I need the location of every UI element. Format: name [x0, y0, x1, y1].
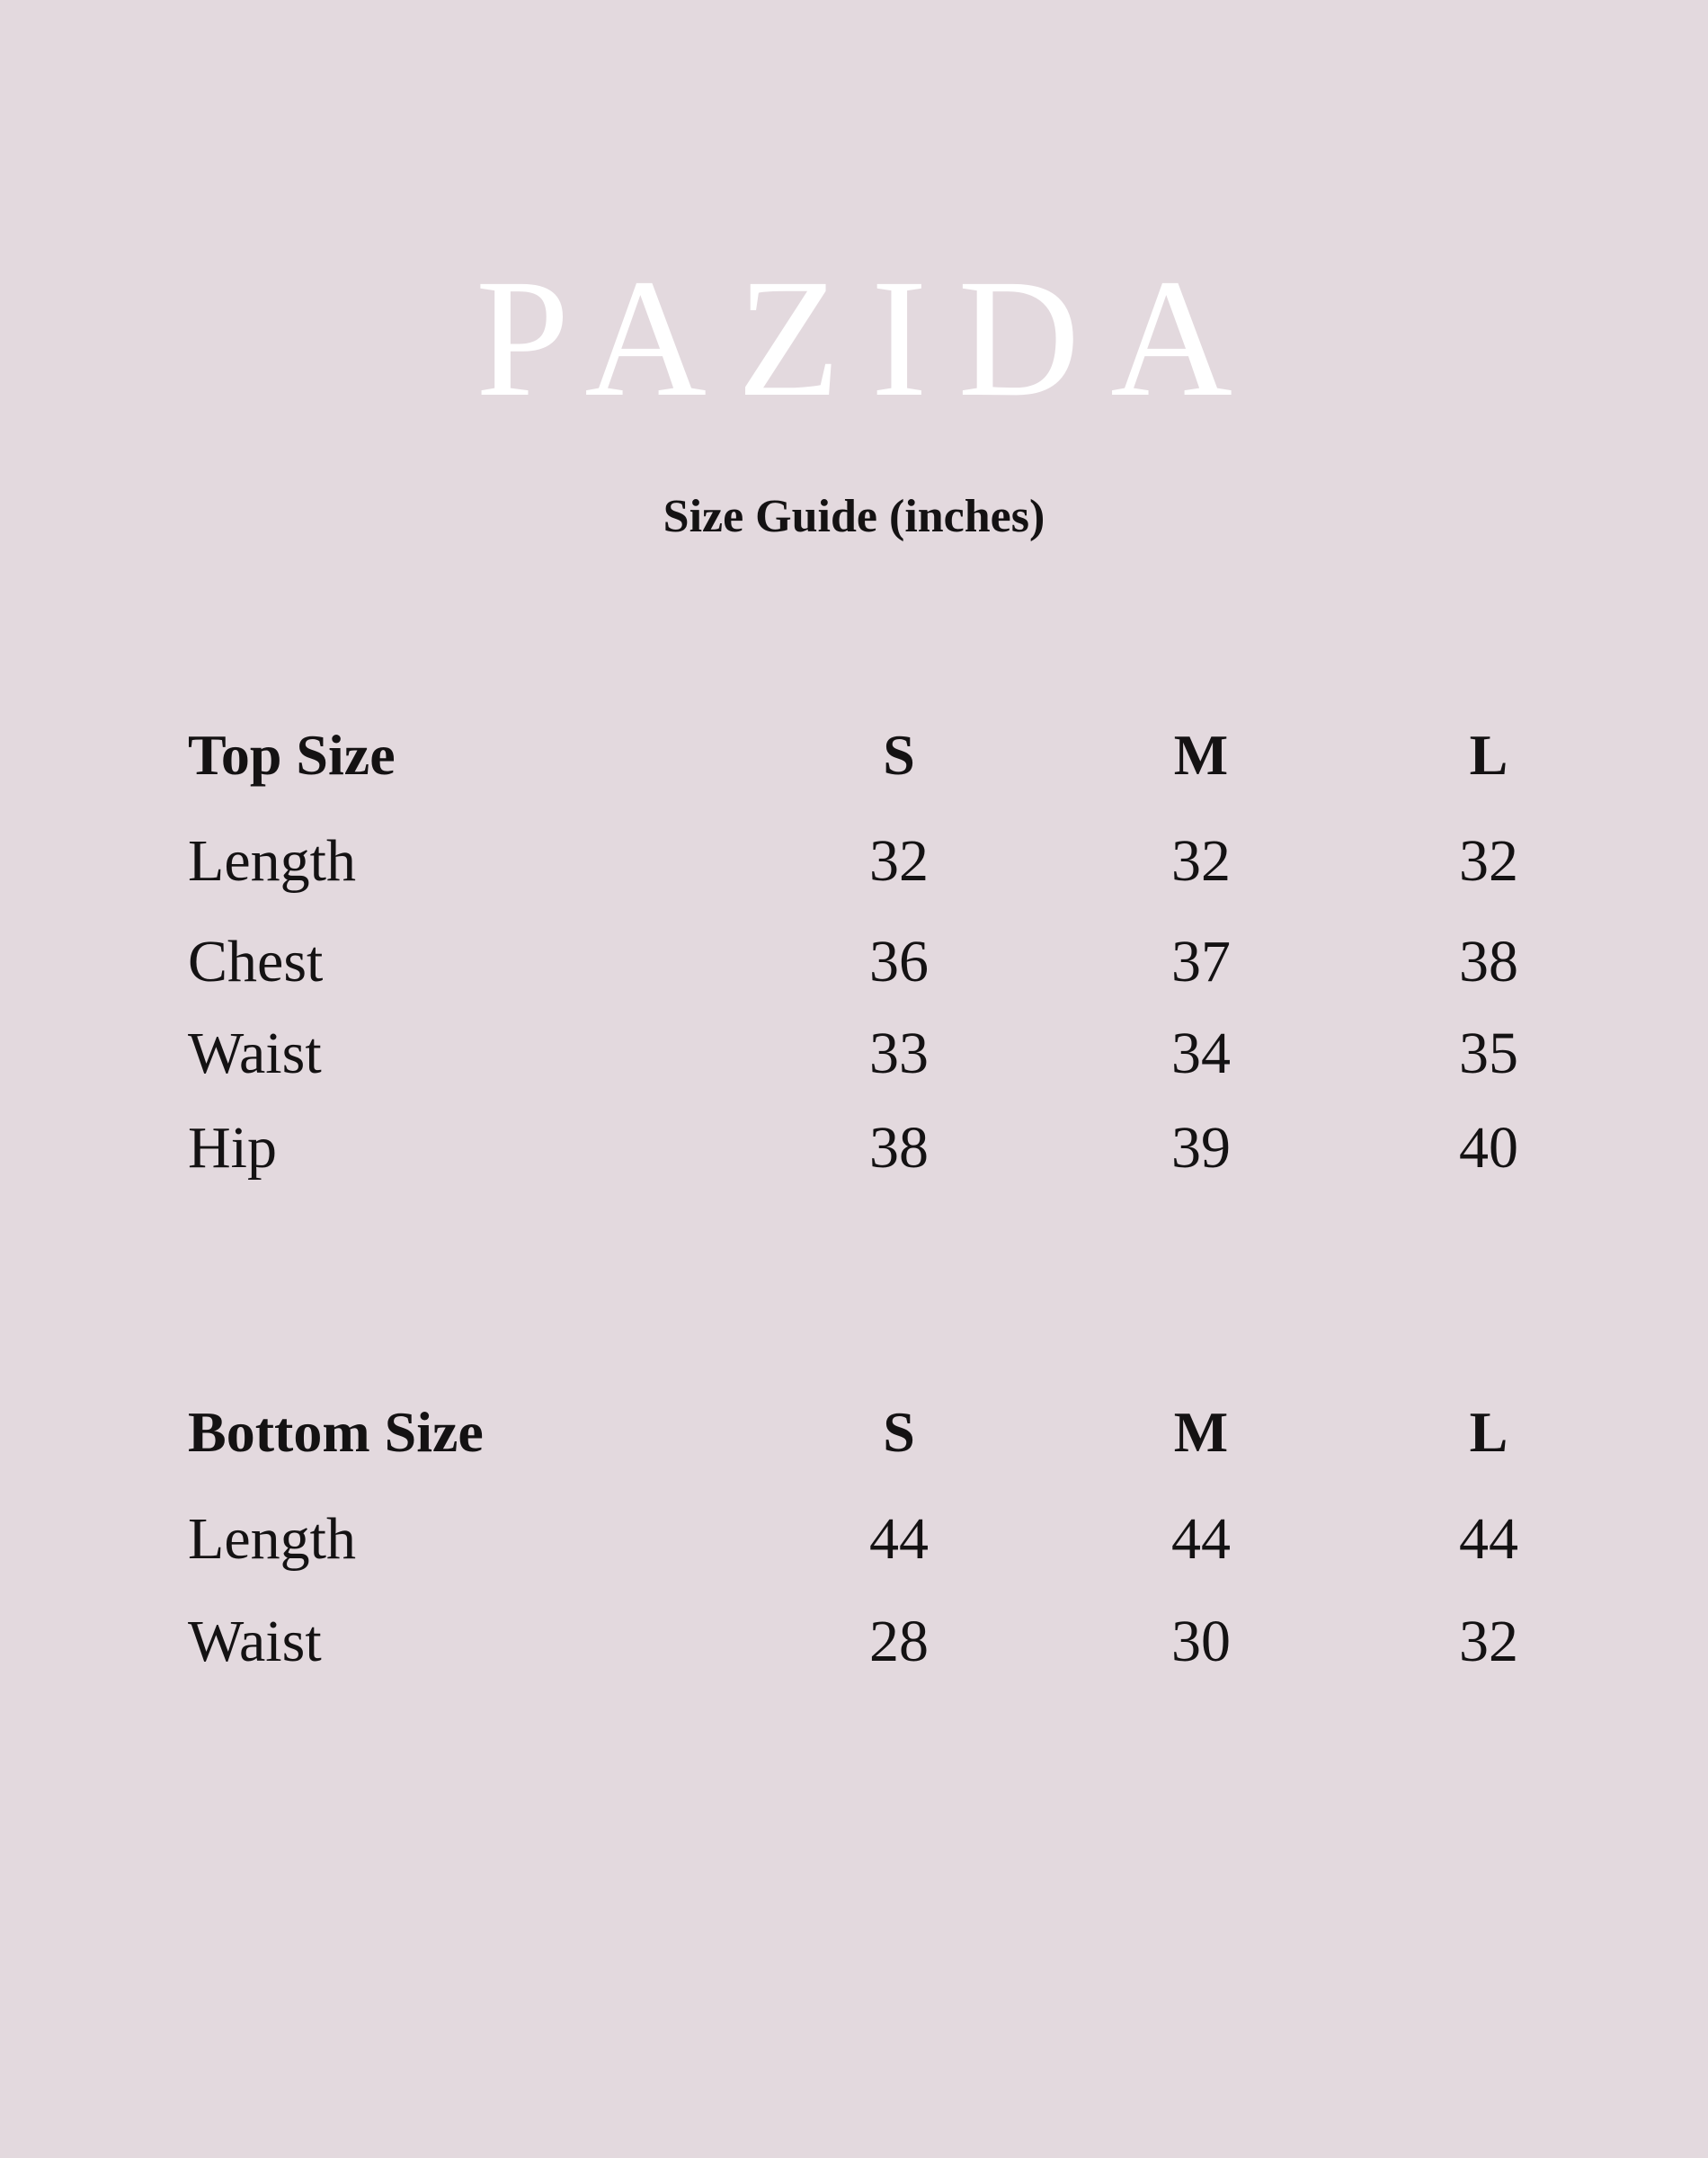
measurement-value: 38 [869, 1115, 929, 1181]
measurement-value: 36 [869, 929, 929, 994]
brand-logo: PAZIDA [475, 244, 1264, 432]
measurement-value: 32 [1459, 828, 1518, 894]
measurement-value: 34 [1171, 1021, 1231, 1086]
measurement-value: 32 [1171, 828, 1231, 894]
measurement-value: 33 [869, 1021, 929, 1086]
size-header-m: M [1173, 723, 1229, 787]
measurement-value: 40 [1459, 1115, 1518, 1181]
size-header-l: L [1469, 723, 1508, 787]
measurement-value: 32 [1459, 1609, 1518, 1674]
measurement-label: Length [188, 1506, 356, 1572]
table-row [0, 1606, 1708, 1678]
measurement-value: 30 [1171, 1609, 1231, 1674]
measurement-label: Chest [188, 929, 324, 994]
table-row [0, 1018, 1708, 1090]
table-header-row [0, 719, 1708, 791]
measurement-value: 44 [1171, 1506, 1231, 1572]
table-header-row [0, 1396, 1708, 1468]
measurement-label: Length [188, 828, 356, 894]
measurement-value: 39 [1171, 1115, 1231, 1181]
measurement-value: 28 [869, 1609, 929, 1674]
table-header-label: Bottom Size [188, 1400, 484, 1464]
table-header-label: Top Size [188, 723, 396, 787]
measurement-value: 44 [1459, 1506, 1518, 1572]
size-header-s: S [883, 723, 915, 787]
table-row [0, 926, 1708, 998]
size-header-m: M [1173, 1400, 1229, 1464]
page-title: Size Guide (inches) [663, 491, 1045, 542]
size-header-l: L [1469, 1400, 1508, 1464]
measurement-value: 38 [1459, 929, 1518, 994]
table-row [0, 1503, 1708, 1575]
measurement-value: 32 [869, 828, 929, 894]
measurement-value: 37 [1171, 929, 1231, 994]
size-header-s: S [883, 1400, 915, 1464]
measurement-label: Hip [188, 1115, 277, 1181]
measurement-value: 35 [1459, 1021, 1518, 1086]
measurement-label: Waist [188, 1609, 322, 1674]
measurement-value: 44 [869, 1506, 929, 1572]
table-row [0, 825, 1708, 897]
measurement-label: Waist [188, 1021, 322, 1086]
table-row [0, 1112, 1708, 1184]
